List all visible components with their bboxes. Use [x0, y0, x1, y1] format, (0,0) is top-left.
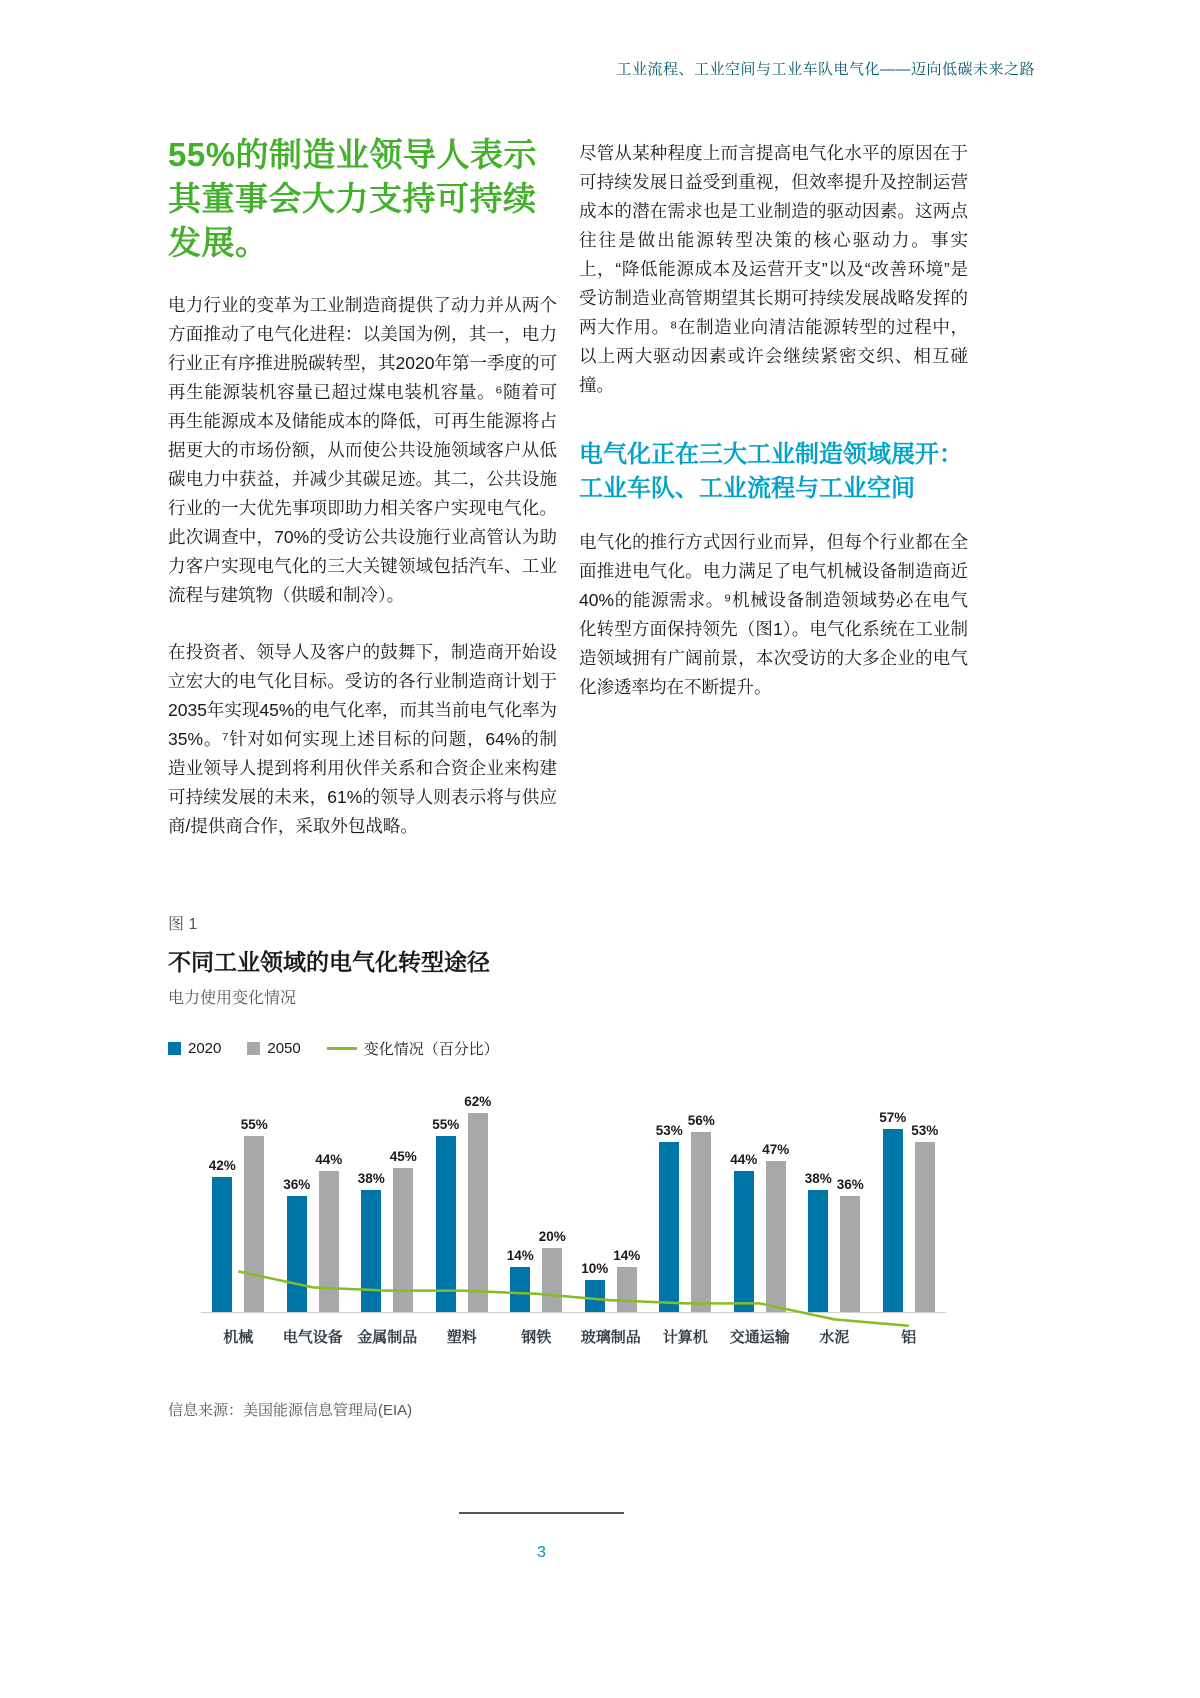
left-column: [168, 133, 557, 869]
bar-group-7: [648, 1093, 723, 1312]
bar-column: [315, 1152, 342, 1312]
figure-label: 图 1: [168, 915, 198, 933]
bar-column: [730, 1152, 757, 1312]
category-label: 铝: [901, 1328, 917, 1346]
bar-2050: [244, 1136, 264, 1312]
bar-2020: [361, 1190, 381, 1312]
legend-label-2020: 2020: [188, 1039, 222, 1057]
bar-column: [539, 1229, 566, 1312]
bar-2050: [617, 1267, 637, 1312]
figure-1: [168, 911, 1035, 1420]
legend-swatch-2020: [168, 1042, 181, 1055]
bar-2050: [766, 1161, 786, 1311]
bar-value-label: 47%: [762, 1142, 790, 1158]
bar-column: [762, 1142, 789, 1311]
bar-2050: [468, 1113, 488, 1311]
bar-group-4: [425, 1093, 500, 1312]
headline-stat: 55%的制造业领导人表示其董事会大力支持可持续发展。: [168, 136, 538, 261]
bar-2020: [510, 1267, 530, 1312]
bar-group-8: [723, 1093, 798, 1312]
bar-value-label: 44%: [315, 1151, 343, 1167]
bar-column: [613, 1248, 640, 1312]
bar-2050: [542, 1248, 562, 1312]
legend-swatch-2050: [247, 1042, 260, 1055]
bar-column: [283, 1177, 310, 1311]
legend-item-change-line: [327, 1038, 499, 1059]
bar-value-label: 57%: [879, 1110, 907, 1126]
running-header: [168, 58, 1035, 79]
bar-value-label: 45%: [389, 1148, 417, 1164]
bar-value-label: 14%: [506, 1247, 534, 1263]
source-note: 信息来源：美国能源信息管理局(EIA): [168, 1401, 413, 1419]
category-label: 交通运输: [729, 1328, 790, 1346]
bar-group-9: [797, 1093, 872, 1312]
bar-value-label: 42%: [208, 1158, 236, 1174]
bar-value-label: 53%: [911, 1123, 939, 1139]
category-label: 电气设备: [282, 1328, 343, 1346]
bar-column: [241, 1117, 268, 1312]
bar-value-label: 10%: [581, 1260, 609, 1276]
bar-column: [837, 1177, 864, 1311]
bar-value-label: 36%: [283, 1177, 311, 1193]
bar-value-label: 36%: [836, 1177, 864, 1193]
bar-column: [656, 1123, 683, 1312]
footer-divider: [459, 1512, 624, 1514]
bar-group-1: [201, 1093, 276, 1312]
bar-column: [879, 1110, 906, 1311]
two-column-body: [168, 133, 1035, 869]
legend-label-change: 变化情况（百分比）: [363, 1040, 499, 1058]
bar-group-6: [574, 1093, 649, 1312]
body-paragraph-2: 在投资者、领导人及客户的鼓舞下，制造商开始设立宏大的电气化目标。受访的各行业制造商计划于2035年实现45%的电气化率，而其当前电气化率为35%。⁷针对如何实现上述目标的问题，64%的制造业领导人提到将利用伙伴关系和合资企业来构建可持续发展的未来，61%的领导人则表示将与供应商/提供商合作，采取外包战略。: [168, 641, 557, 836]
body-paragraph-1: 电力行业的变革为工业制造商提供了动力并从两个方面推动了电气化进程：以美国为例，其一，电力行业正有序推进脱碳转型，其2020年第一季度的可再生能源装机容量已超过煤电装机容量。⁶随着可再生能源成本及储能成本的降低，可再生能源将占据更大的市场份额，从而使公共设施领域客户从低碳电力中获益，并减少其碳足迹。其二，公共设施行业的一大优先事项即助力相关客户实现电气化。此次调查中，70%的受访公共设施行业高管认为助力客户实现电气化的三大关键领域包括汽车、工业流程与建筑物（供暖和制冷）。: [168, 294, 557, 605]
bar-column: [432, 1117, 459, 1312]
bar-2020: [436, 1136, 456, 1312]
category-label: 玻璃制品: [580, 1328, 641, 1346]
bar-2020: [808, 1190, 828, 1312]
figure-subtitle: 电力使用变化情况: [168, 989, 297, 1007]
bar-2020: [734, 1171, 754, 1312]
bar-chart: [201, 1093, 946, 1347]
category-label: 金属制品: [357, 1328, 418, 1346]
bar-2020: [585, 1280, 605, 1312]
bar-2020: [659, 1142, 679, 1312]
legend-item-2050: [247, 1040, 300, 1057]
bar-2050: [691, 1132, 711, 1311]
bar-group-2: [276, 1093, 351, 1312]
bar-2050: [840, 1196, 860, 1311]
section-heading: 电气化正在三大工业制造领域展开：工业车队、工业流程与工业空间: [579, 441, 963, 503]
chart-legend: [168, 1038, 1035, 1059]
bar-value-label: 14%: [613, 1247, 641, 1263]
bar-group-10: [872, 1093, 947, 1312]
legend-label-2050: 2050: [267, 1039, 301, 1057]
bar-column: [911, 1123, 938, 1312]
bar-2020: [883, 1129, 903, 1311]
bar-column: [209, 1158, 236, 1311]
bar-group-5: [499, 1093, 574, 1312]
bar-column: [464, 1094, 491, 1311]
bar-2020: [212, 1177, 232, 1311]
bar-value-label: 44%: [730, 1151, 758, 1167]
bar-column: [805, 1171, 832, 1312]
bar-value-label: 62%: [464, 1094, 492, 1110]
legend-item-2020: [168, 1040, 221, 1057]
category-axis: [201, 1313, 946, 1347]
page-footer: [108, 1512, 975, 1562]
category-label: 钢铁: [521, 1328, 552, 1346]
body-paragraph-3: 尽管从某种程度上而言提高电气化水平的原因在于可持续发展日益受到重视，但效率提升及控制运营成本的潜在需求也是工业制造的驱动因素。这两点往往是做出能源转型决策的核心驱动力。事实上，“降低能源成本及运营开支”以及“改善环境”是受访制造业高管期望其长期可持续发展战略发挥的两大作用。⁸在制造业向清洁能源转型的过程中，以上两大驱动因素或许会继续紧密交织、相互碰撞。: [579, 143, 968, 395]
category-label: 水泥: [819, 1328, 850, 1346]
bar-column: [390, 1149, 417, 1312]
bar-2050: [915, 1142, 935, 1312]
category-label: 机械: [223, 1328, 254, 1346]
chart-plot-area: [201, 1093, 946, 1313]
bar-value-label: 56%: [687, 1113, 715, 1129]
body-paragraph-4: 电气化的推行方式因行业而异，但每个行业都在全面推进电气化。电力满足了电气机械设备制造商近40%的能源需求。⁹机械设备制造领域势必在电气化转型方面保持领先（图1）。电气化系统在工业制造领域拥有广阔前景，本次受访的大多企业的电气化渗透率均在不断提升。: [579, 532, 968, 698]
bar-2050: [319, 1171, 339, 1312]
bar-column: [581, 1261, 608, 1312]
bar-group-3: [350, 1093, 425, 1312]
bar-value-label: 38%: [357, 1171, 385, 1187]
bar-column: [358, 1171, 385, 1312]
category-label: 塑料: [446, 1328, 477, 1346]
page-number: 3: [537, 1543, 546, 1561]
bar-column: [507, 1248, 534, 1312]
bar-value-label: 38%: [804, 1171, 832, 1187]
bar-value-label: 20%: [538, 1228, 566, 1244]
legend-line-swatch: [327, 1047, 357, 1050]
bar-value-label: 55%: [240, 1116, 268, 1132]
figure-title: 不同工业领域的电气化转型途径: [168, 948, 490, 975]
right-column: [579, 133, 968, 869]
bar-2050: [393, 1168, 413, 1312]
bar-value-label: 53%: [655, 1123, 683, 1139]
bar-2020: [287, 1196, 307, 1311]
running-header-text: 工业流程、工业空间与工业车队电气化——迈向低碳未来之路: [616, 61, 1035, 78]
bar-column: [688, 1113, 715, 1311]
category-label: 计算机: [662, 1328, 708, 1346]
bar-value-label: 55%: [432, 1116, 460, 1132]
